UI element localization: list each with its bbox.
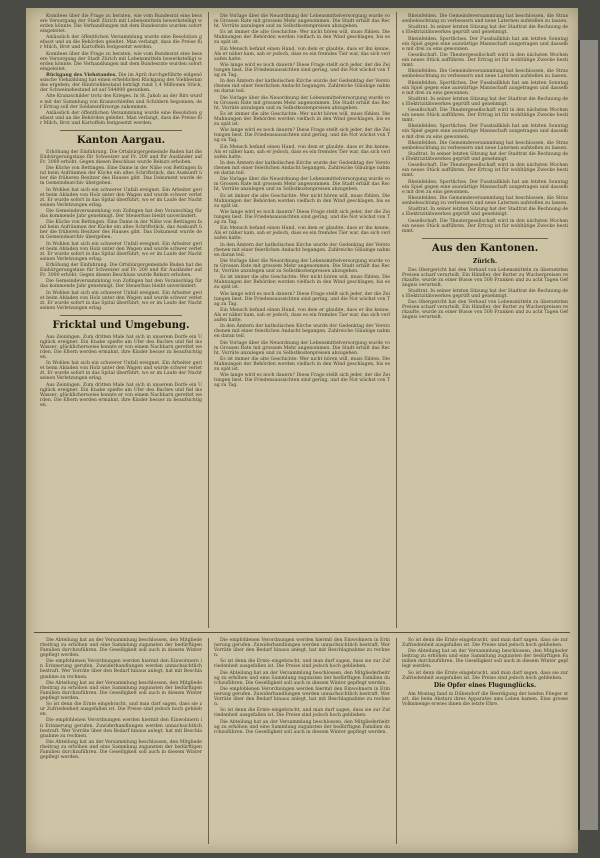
article-paragraph: Stadtrat. In seiner letzten Sitzung hat der Stadtrat die Rechnung des Elektrizitätswerkes geprüft und genehmigt. [402, 152, 568, 163]
column-rule [208, 12, 209, 628]
bottom-column-left [40, 638, 202, 761]
article-paragraph: Wie lange wird es noch dauern? Diese Frage stellt sich jeder, der die Zeitungen liest. Die Friedensaussichten sind gering, und die Not wächst von Tag zu Tag. [214, 373, 390, 389]
article-paragraph: So ist denn die Ernte eingebracht, und man darf sagen, dass sie zur Zufriedenheit ausgefallen ist. Die Preise sind jedoch hoch geblieben. [402, 670, 568, 681]
article-paragraph: Ein Mensch befand einen Hund, von dem er glaubte, dass er ihn kenne. Als er näher kam, sah er jedoch, dass es ein fremdes Tier war, das sich verlaufen hatte. [214, 144, 390, 160]
article-paragraph: Am Montag fand in Dübendorf die Beerdigung der beiden Flieger statt, die beim Absturz ihres Apparates ums Leben kamen. Eine grosse Volksmenge erwies ihnen die letzte Ehre. [402, 691, 568, 708]
article-paragraph: Die Abteilung hat an der Versammlung beschlossen, den Mitgliederbeitrag zu erhöhen und eine Sammlung zugunsten der bedürftigen Familien durchzuführen. Die Geselligkeit soll auch in diesem Winter gepflegt werden. [40, 638, 202, 659]
article-subhead: Rückgang des Viehstandes. [46, 73, 117, 79]
article-paragraph: Die Vorlage über die Neuordnung der Lebensmittelversorgung wurde vom Grossen Rate mit grossem Mehr angenommen. Die Stadt erhält das Recht, Vorräte anzulegen und zu Selbstkostenpreisen abzugeben. [214, 95, 390, 111]
column-rule [396, 638, 397, 844]
section-divider [60, 130, 182, 131]
article-paragraph: Aus Zeiningen. Zum dritten Male hat sich in unserem Dorfe ein Unglück ereignet. Ein Knabe spielte am Ufer des Baches und fiel ins Wasser; glücklicherweise konnte er von einem Nachbarn gerettet werden. Die Eltern werden ermahnt, ihre Kinder besser zu beaufsichtigen. [40, 334, 202, 361]
article-paragraph: Die Küche von Bettingen. Eine Dame in der Nähe von Bettingen fand beim Aufräumen der Küche ein altes Schriftstück, das Auskunft über die früheren Besitzer des Hauses gibt. Das Dokument wurde dem Gemeindearchiv übergeben. [40, 220, 202, 241]
article-paragraph: Rheinfelden. Die Gemeindeversammlung hat beschlossen, die Strassenbeleuchtung zu verbessern und neue Laternen aufstellen zu lassen. [402, 69, 568, 80]
section-divider [60, 315, 182, 316]
article-paragraph: In Wohlen hat sich ein schwerer Unfall ereignet. Ein Arbeiter geriet beim Abladen von Holz unter den Wagen und wurde schwer verletzt. Er wurde sofort in das Spital überführt, wo er im Laufe der Nacht seinen Verletzungen erlag. [40, 187, 202, 208]
section-heading-aargau: Kanton Aargau. [76, 134, 166, 146]
article-paragraph: Die Abteilung hat an der Versammlung beschlossen, den Mitgliederbeitrag zu erhöhen und eine Sammlung zugunsten der bedürftigen Familien durchzuführen. Die Geselligkeit soll auch in diesem Winter gepflegt werden. [214, 719, 390, 735]
article-paragraph: Das Obergericht hat den Verkauf von Lebensmitteln zu übersetzten Preisen scharf verurteilt. Ein Händler, der Butter zu Wucherpreisen verkaufte, wurde zu einer Busse von 500 Franken und zu acht Tagen Gefängnis verurteilt. [402, 267, 568, 288]
article-paragraph: Stadtrat. In seiner letzten Sitzung hat der Stadtrat die Rechnung des Elektrizitätswerkes geprüft und genehmigt. [402, 289, 568, 300]
article-paragraph: Die Abteilung hat an der Versammlung beschlossen, den Mitgliederbeitrag zu erhöhen und eine Sammlung zugunsten der bedürftigen Familien durchzuführen. Die Geselligkeit soll auch in diesem Winter gepflegt werden. [40, 739, 202, 760]
article-paragraph: Rheinfelden. Sportliches. Der Fussballklub hat am letzten Sonntag ein Spiel gegen eine auswärtige Mannschaft ausgetragen und dasselbe mit drei zu eins gewonnen. [402, 124, 568, 140]
article-paragraph: Es ist immer die alte Geschichte: Wer nicht hören will, muss fühlen. Die Mahnungen der Behörden werden vielfach in den Wind geschlagen, bis es zu spät ist. [214, 356, 390, 372]
article-paragraph: In Wohlen hat sich ein schwerer Unfall ereignet. Ein Arbeiter geriet beim Abladen von Holz unter den Wagen und wurde schwer verletzt. Er wurde sofort in das Spital überführt, wo er im Laufe der Nacht seinen Verletzungen erlag. [40, 290, 202, 311]
article-paragraph: Anlässlich der öffentlichen Versammlung wurde eine Resolution gefasst und an die Behörden geleitet. Man verlangt, dass die Preise für Milch, Brot und Kartoffeln festgesetzt werden. [40, 110, 202, 126]
article-paragraph: So ist denn die Ernte eingebracht, und man darf sagen, dass sie zur Zufriedenheit ausgefallen ist. Die Preise sind jedoch hoch geblieben. [402, 638, 568, 649]
article-paragraph: Gesellschaft. Die Theatergesellschaft wird in den nächsten Wochen ein neues Stück aufführen. Der Ertrag ist für wohltätige Zwecke bestimmt. [402, 108, 568, 124]
column-rule [396, 12, 397, 628]
article-paragraph: Rheinfelden. Sportliches. Der Fussballklub hat am letzten Sonntag ein Spiel gegen eine auswärtige Mannschaft ausgetragen und dasselbe mit drei zu eins gewonnen. [402, 179, 568, 195]
section-divider [422, 238, 548, 239]
article-paragraph: Alte Kranzschilder trotz des Krieges. In St. Jakob an der Birs wurde mit der Sammlung von Kranzschleifen und Schildern begonnen; der Ertrag soll der Soldatenfürsorge zukommen. [40, 94, 202, 110]
article-paragraph: Die Gemeindeversammlung von Zofingen hat den Voranschlag für das kommende Jahr genehmigt. Der Steuerfuss bleibt unverändert. [40, 209, 202, 220]
article-paragraph: Es ist immer die alte Geschichte: Wer nicht hören will, muss fühlen. Die Mahnungen der Behörden werden vielfach in den Wind geschlagen, bis es zu spät ist. [214, 111, 390, 128]
article-paragraph: Rheinfelden. Die Gemeindeversammlung hat beschlossen, die Strassenbeleuchtung zu verbessern und neue Laternen aufstellen zu lassen. [402, 140, 568, 151]
article-paragraph: Rheinfelden. Die Gemeindeversammlung hat beschlossen, die Strassenbeleuchtung zu verbessern und neue Laternen aufstellen zu lassen. [402, 14, 568, 25]
article-paragraph: Rheinfelden. Sportliches. Der Fussballklub hat am letzten Sonntag ein Spiel gegen eine auswärtige Mannschaft ausgetragen und dasselbe mit drei zu eins gewonnen. [402, 36, 568, 52]
article-paragraph: Wie lange wird es noch dauern? Diese Frage stellt sich jeder, der die Zeitungen liest. Die Friedensaussichten sind gering, und die Not wächst von Tag zu Tag. [214, 62, 390, 79]
article-paragraph: Rückgang des Viehstandes. Die im April durchgeführte eidgenössische Viehzählung hat einen erheblichen Rückgang des Viehbestandes ergeben; der Rindviehbestand beträgt rund 1,4 Millionen Stück, der Schweinebestand ist auf 544000 gesunken. [40, 73, 202, 94]
article-paragraph: Wie lange wird es noch dauern? Diese Frage stellt sich jeder, der die Zeitungen liest. Die Friedensaussichten sind gering, und die Not wächst von Tag zu Tag. [214, 291, 390, 307]
article-paragraph: Die empfohlenen Verordnungen werden hiermit den Einwohnern in Erinnerung gerufen. Zuwiderhandlungen werden unnachsichtlich bestraft. Wer Vorräte über den Bedarf hinaus anlegt, hat mit Beschlagnahme zu rechnen. [40, 659, 202, 680]
article-paragraph: Es ist immer die alte Geschichte: Wer nicht hören will, muss fühlen. Die Mahnungen der Behörden werden vielfach in den Wind geschlagen, bis es zu spät ist. [214, 193, 390, 209]
column-left [40, 14, 202, 409]
article-paragraph: Gesellschaft. Die Theatergesellschaft wird in den nächsten Wochen ein neues Stück aufführen. Der Ertrag ist für wohltätige Zwecke bestimmt. [402, 52, 568, 68]
bottom-column-middle [214, 638, 390, 736]
article-paragraph: In den Ämtern der katholischen Kirche wurde der Gedenktag der Verstorbenen mit einer feierlichen Andacht begangen. Zahlreiche Gläubige nahmen daran teil. [214, 242, 390, 258]
article-paragraph: Stadtrat. In seiner letzten Sitzung hat der Stadtrat die Rechnung des Elektrizitätswerkes geprüft und genehmigt. [402, 25, 568, 36]
article-paragraph: Die Gemeindeversammlung von Zofingen hat den Voranschlag für das kommende Jahr genehmigt. Der Steuerfuss bleibt unverändert. [40, 279, 202, 290]
column-right [402, 14, 568, 322]
bottom-column-right [402, 638, 568, 708]
article-paragraph: Stadtrat. In seiner letzten Sitzung hat der Stadtrat die Rechnung des Elektrizitätswerkes geprüft und genehmigt. [402, 207, 568, 218]
article-paragraph: Erhöhung der Einfuhrung. Die Ortsbürgergemeinde Baden hat die Einbürgerungstaxe für Schweizer auf Fr. 200 und für Ausländer auf Fr. 3000 erhöht. Gegen diesen Beschluss wurde Rekurs erhoben. [40, 149, 202, 166]
article-paragraph: Aus Zeiningen. Zum dritten Male hat sich in unserem Dorfe ein Unglück ereignet. Ein Knabe spielte am Ufer des Baches und fiel ins Wasser; glücklicherweise konnte er von einem Nachbarn gerettet werden. Die Eltern werden ermahnt, ihre Kinder besser zu beaufsichtigen. [40, 382, 202, 408]
article-paragraph: So ist denn die Ernte eingebracht, und man darf sagen, dass sie zur Zufriedenheit ausgefallen ist. Die Preise sind jedoch hoch geblieben. [40, 702, 202, 718]
article-paragraph: Die Abteilung hat an der Versammlung beschlossen, den Mitgliederbeitrag zu erhöhen und eine Sammlung zugunsten der bedürftigen Familien durchzuführen. Die Geselligkeit soll auch in diesem Winter gepflegt werden. [402, 649, 568, 670]
article-heading-flugunglueck: Die Opfer eines Flugunglücks. [433, 681, 537, 689]
article-paragraph: Es ist immer die alte Geschichte: Wer nicht hören will, muss fühlen. Die Mahnungen der Behörden werden vielfach in den Wind geschlagen, bis es zu spät ist. [214, 275, 390, 291]
article-paragraph: Komitees über die Frage zu beraten, wie vom Bundesrat eine bessere Versorgung der Stadt Zürich mit Lebensmitteln bewerkstelligt werden könnte. Die Verhandlungen mit dem Bundesrate wurden sofort eingeleitet. [40, 51, 202, 72]
article-paragraph: Die Vorlage über die Neuordnung der Lebensmittelversorgung wurde vom Grossen Rate mit grossem Mehr angenommen. Die Stadt erhält das Recht, Vorräte anzulegen und zu Selbstkostenpreisen abzugeben. [214, 14, 390, 30]
article-paragraph: Die Abteilung hat an der Versammlung beschlossen, den Mitgliederbeitrag zu erhöhen und eine Sammlung zugunsten der bedürftigen Familien durchzuführen. Die Geselligkeit soll auch in diesem Winter gepflegt werden. [214, 670, 390, 686]
article-paragraph: Rheinfelden. Die Gemeindeversammlung hat beschlossen, die Strassenbeleuchtung zu verbessern und neue Laternen aufstellen zu lassen. [402, 195, 568, 207]
article-paragraph: Komitees über die Frage zu beraten, wie vom Bundesrat eine bessere Versorgung der Stadt Zürich mit Lebensmitteln bewerkstelligt werden könnte. Die Verhandlungen mit dem Bundesrate wurden sofort eingeleitet. [40, 14, 202, 35]
article-paragraph: Es ist immer die alte Geschichte: Wer nicht hören will, muss fühlen. Die Mahnungen der Behörden werden vielfach in den Wind geschlagen, bis es zu spät ist. [214, 30, 390, 46]
section-heading-kantonen: Aus den Kantonen. [431, 242, 539, 254]
article-paragraph: In Wohlen hat sich ein schwerer Unfall ereignet. Ein Arbeiter geriet beim Abladen von Holz unter den Wagen und wurde schwer verletzt. Er wurde sofort in das Spital überführt, wo er im Laufe der Nacht seinen Verletzungen erlag. [40, 361, 202, 382]
article-paragraph: Die Küche von Bettingen. Eine Dame in der Nähe von Bettingen fand beim Aufräumen der Küche ein altes Schriftstück, das Auskunft über die früheren Besitzer des Hauses gibt. Das Dokument wurde dem Gemeindearchiv übergeben. [40, 166, 202, 187]
article-paragraph: Ein Mensch befand einen Hund, von dem er glaubte, dass er ihn kenne. Als er näher kam, sah er jedoch, dass es ein fremdes Tier war, das sich verlaufen hatte. [214, 46, 390, 62]
page-fold-rule [34, 632, 570, 633]
article-paragraph: Die Vorlage über die Neuordnung der Lebensmittelversorgung wurde vom Grossen Rate mit grossem Mehr angenommen. Die Stadt erhält das Recht, Vorräte anzulegen und zu Selbstkostenpreisen abzugeben. [214, 340, 390, 356]
article-paragraph: Die Vorlage über die Neuordnung der Lebensmittelversorgung wurde vom Grossen Rate mit grossem Mehr angenommen. Die Stadt erhält das Recht, Vorräte anzulegen und zu Selbstkostenpreisen abzugeben. [214, 177, 390, 193]
article-paragraph: Ein Mensch befand einen Hund, von dem er glaubte, dass er ihn kenne. Als er näher kam, sah er jedoch, dass es ein fremdes Tier war, das sich verlaufen hatte. [214, 226, 390, 242]
column-rule [208, 638, 209, 844]
article-paragraph: Wie lange wird es noch dauern? Diese Frage stellt sich jeder, der die Zeitungen liest. Die Friedensaussichten sind gering, und die Not wächst von Tag zu Tag. [214, 209, 390, 226]
article-paragraph: So ist denn die Ernte eingebracht, und man darf sagen, dass sie zur Zufriedenheit ausgefallen ist. Die Preise sind jedoch hoch geblieben. [214, 708, 390, 719]
book-edge [578, 40, 598, 830]
article-paragraph: Das Obergericht hat den Verkauf von Lebensmitteln zu übersetzten Preisen scharf verurteilt. Ein Händler, der Butter zu Wucherpreisen verkaufte, wurde zu einer Busse von 500 Franken und zu acht Tagen Gefängnis verurteilt. [402, 300, 568, 321]
article-paragraph: In Wohlen hat sich ein schwerer Unfall ereignet. Ein Arbeiter geriet beim Abladen von Holz unter den Wagen und wurde schwer verletzt. Er wurde sofort in das Spital überführt, wo er im Laufe der Nacht seinen Verletzungen erlag. [40, 241, 202, 262]
article-paragraph: In den Ämtern der katholischen Kirche wurde der Gedenktag der Verstorbenen mit einer feierlichen Andacht begangen. Zahlreiche Gläubige nahmen daran teil. [214, 324, 390, 340]
article-paragraph: Stadtrat. In seiner letzten Sitzung hat der Stadtrat die Rechnung des Elektrizitätswerkes geprüft und genehmigt. [402, 96, 568, 107]
section-heading-fricktal: Fricktal und Umgebung. [52, 319, 190, 331]
article-paragraph: In den Ämtern der katholischen Kirche wurde der Gedenktag der Verstorbenen mit einer feierlichen Andacht begangen. Zahlreiche Gläubige nahmen daran teil. [214, 79, 390, 95]
article-paragraph: Wie lange wird es noch dauern? Diese Frage stellt sich jeder, der die Zeitungen liest. Die Friedensaussichten sind gering, und die Not wächst von Tag zu Tag. [214, 128, 390, 144]
column-middle [214, 14, 390, 390]
article-paragraph: Gesellschaft. Die Theatergesellschaft wird in den nächsten Wochen ein neues Stück aufführen. Der Ertrag ist für wohltätige Zwecke bestimmt. [402, 163, 568, 179]
article-paragraph: Die Vorlage über die Neuordnung der Lebensmittelversorgung wurde vom Grossen Rate mit grossem Mehr angenommen. Die Stadt erhält das Recht, Vorräte anzulegen und zu Selbstkostenpreisen abzugeben. [214, 258, 390, 275]
article-paragraph: Die empfohlenen Verordnungen werden hiermit den Einwohnern in Erinnerung gerufen. Zuwiderhandlungen werden unnachsichtlich bestraft. Wer Vorräte über den Bedarf hinaus anlegt, hat mit Beschlagnahme zu rechnen. [214, 638, 390, 659]
article-paragraph: Die Abteilung hat an der Versammlung beschlossen, den Mitgliederbeitrag zu erhöhen und eine Sammlung zugunsten der bedürftigen Familien durchzuführen. Die Geselligkeit soll auch in diesem Winter gepflegt werden. [40, 680, 202, 701]
article-paragraph: Erhöhung der Einfuhrung. Die Ortsbürgergemeinde Baden hat die Einbürgerungstaxe für Schweizer auf Fr. 200 und für Ausländer auf Fr. 3000 erhöht. Gegen diesen Beschluss wurde Rekurs erhoben. [40, 263, 202, 279]
article-paragraph: Die empfohlenen Verordnungen werden hiermit den Einwohnern in Erinnerung gerufen. Zuwiderhandlungen werden unnachsichtlich bestraft. Wer Vorräte über den Bedarf hinaus anlegt, hat mit Beschlagnahme zu rechnen. [214, 686, 390, 708]
article-paragraph: In den Ämtern der katholischen Kirche wurde der Gedenktag der Verstorbenen mit einer feierlichen Andacht begangen. Zahlreiche Gläubige nahmen daran teil. [214, 160, 390, 177]
article-paragraph: So ist denn die Ernte eingebracht, und man darf sagen, dass sie zur Zufriedenheit ausgefallen ist. Die Preise sind jedoch hoch geblieben. [214, 659, 390, 670]
article-paragraph: Ein Mensch befand einen Hund, von dem er glaubte, dass er ihn kenne. Als er näher kam, sah er jedoch, dass es ein fremdes Tier war, das sich verlaufen hatte. [214, 307, 390, 323]
newspaper-page [26, 8, 578, 853]
article-paragraph: Rheinfelden. Sportliches. Der Fussballklub hat am letzten Sonntag ein Spiel gegen eine auswärtige Mannschaft ausgetragen und dasselbe mit drei zu eins gewonnen. [402, 80, 568, 96]
article-paragraph: Die empfohlenen Verordnungen werden hiermit den Einwohnern in Erinnerung gerufen. Zuwiderhandlungen werden unnachsichtlich bestraft. Wer Vorräte über den Bedarf hinaus anlegt, hat mit Beschlagnahme zu rechnen. [40, 718, 202, 739]
section-subheading-zuerich: Zürich. [472, 257, 498, 265]
article-paragraph: Gesellschaft. Die Theatergesellschaft wird in den nächsten Wochen ein neues Stück aufführen. Der Ertrag ist für wohltätige Zwecke bestimmt. [402, 218, 568, 234]
article-paragraph: Anlässlich der öffentlichen Versammlung wurde eine Resolution gefasst und an die Behörden geleitet. Man verlangt, dass die Preise für Milch, Brot und Kartoffeln festgesetzt werden. [40, 35, 202, 51]
